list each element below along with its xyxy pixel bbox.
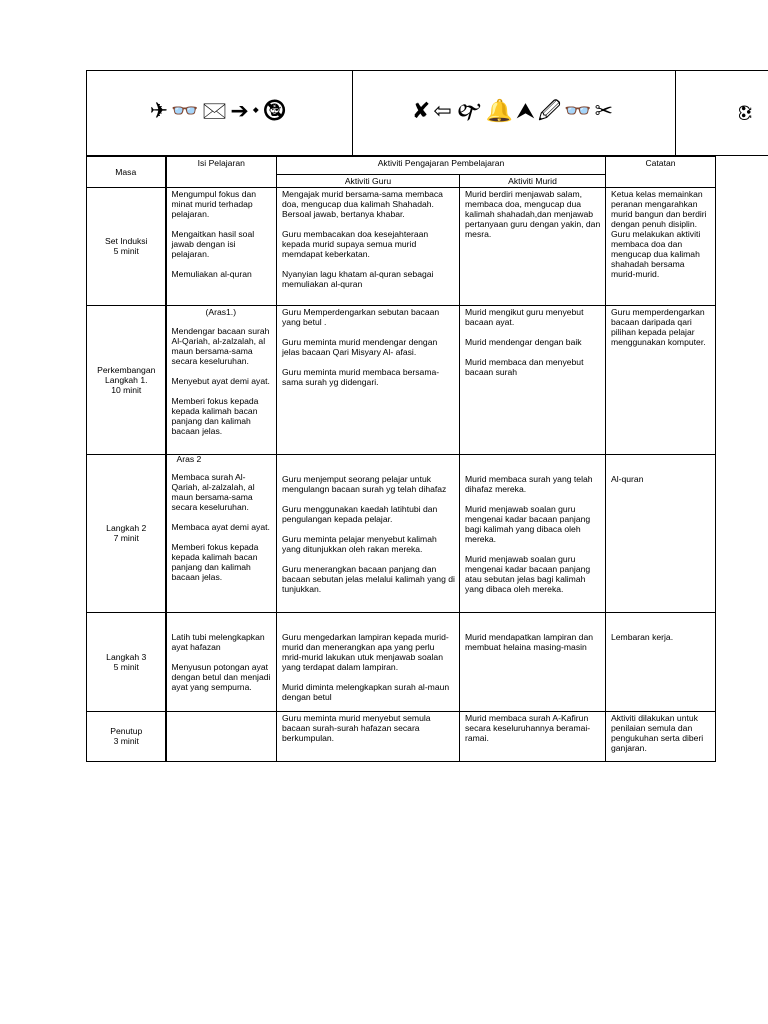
paragraph: Lembaran kerja. <box>611 632 674 642</box>
cell-aktiviti-murid <box>460 712 606 762</box>
cell-aktiviti-guru <box>277 613 460 712</box>
paragraph: Murid membaca surah yang telah dihafaz mereka. <box>465 474 593 494</box>
cell-aktiviti-guru <box>277 712 460 762</box>
table-row <box>87 188 716 306</box>
paragraph: Ketua kelas memainkan peranan mengarahkan murid bangun dan berdiri dengan penuh disiplin. Guru melakukan aktiviti membaca doa dan mengucap dua kalimah shahadah bersama murid-murid. <box>611 189 707 279</box>
masa-line: Langkah 1. <box>104 374 148 385</box>
paragraph: Murid mengikut guru menyebut bacaan ayat. <box>465 307 584 327</box>
paragraph: Memberi fokus kepada kepada kalimah bacan panjang dan kalimah bacaan jelas. <box>171 396 259 436</box>
masa-line: Langkah 2 <box>106 523 147 533</box>
masa-line: Perkembangan <box>97 364 156 375</box>
cell-aktiviti-murid <box>460 613 606 712</box>
cell-catatan <box>606 613 716 712</box>
table-row <box>87 613 716 712</box>
title-banner <box>86 70 768 156</box>
paragraph: Guru mengedarkan lampiran kepada murid-murid dan menerangkan apa yang perlu mrid-murid lakukan utuk menjawab soalan yang terdapat dalam lampiran. <box>282 632 449 672</box>
aras-label: (Aras1.) <box>205 307 237 317</box>
banner-symbols-right: 🕃 <box>738 100 756 126</box>
paragraph: Murid membaca surah A-Kafirun secara keseluruhannya beramai-ramai. <box>465 713 591 743</box>
cell-masa <box>87 613 166 712</box>
paragraph: Membaca ayat demi ayat. <box>171 522 270 532</box>
cell-aktiviti-guru <box>277 188 460 306</box>
paragraph: Membaca surah Al-Qariah, al-zalzalah, al maun bersama-sama secara keseluruhan. <box>171 472 255 512</box>
cell-catatan <box>606 712 716 762</box>
paragraph: Guru meminta murid menyebut semula bacaan surah-surah hafazan secara berkumpulan. <box>282 713 431 743</box>
header-aktiviti-murid: Aktiviti Murid <box>460 175 606 188</box>
paragraph: Menyusun potongan ayat dengan betul dan menjadi ayat yang sempurna. <box>171 662 271 692</box>
paragraph: Memuliakan al-quran <box>171 269 252 279</box>
header-isi-pelajaran: Isi Pelajaran <box>166 157 277 188</box>
paragraph: Mendengar bacaan surah Al-Qariah, al-zalzalah, al maun bersama-sama secara keseluruhan. <box>171 326 270 366</box>
paragraph: Guru menjemput seorang pelajar untuk mengulangn bacaan surah yg telah dihafaz <box>282 474 447 494</box>
paragraph: Murid menjawab soalan guru mengenai kadar bacaan panjang atau sebutan jelas bagi kalimah yang dibaca oleh mereka. <box>465 554 591 594</box>
paragraph: Murid diminta melengkapkan surah al-maun dengan betul <box>282 682 450 702</box>
cell-catatan <box>606 306 716 455</box>
cell-isi-pelajaran <box>166 613 277 712</box>
aras-label: Aras 2 <box>176 454 202 464</box>
header-masa: Masa <box>87 157 166 188</box>
cell-masa <box>87 712 166 762</box>
banner-symbols-left: ✈👓🖂➔⬩🕲 <box>87 71 353 155</box>
table-row <box>87 306 716 455</box>
paragraph: Murid membaca dan menyebut bacaan surah <box>465 357 584 377</box>
banner-symbols-middle: ✘⇦🙰🔔⮝🖉👓✂ <box>353 71 676 155</box>
paragraph: Memberi fokus kepada kepada kalimah bacan panjang dan kalimah bacaan jelas. <box>171 542 259 582</box>
paragraph: Murid berdiri menjawab salam, membaca doa, mengucap dua kalimah shahadah,dan menjawab pertanyaan guru dengan yakin, dan mesra. <box>465 189 601 239</box>
paragraph: Guru meminta murid mendengar dengan jelas bacaan Qari Misyary Al- afasi. <box>282 337 438 357</box>
cell-aktiviti-guru <box>277 455 460 613</box>
masa-line: 5 minit <box>113 661 139 672</box>
paragraph: Nyanyian lagu khatam al-quran sebagai memuliakan al-quran <box>282 269 434 289</box>
paragraph: Murid mendapatkan lampiran dan membuat helaina masing-masin <box>465 632 594 652</box>
paragraph: Guru membacakan doa kesejahteraan kepada murid supaya semua murid memdapat keberkatan. <box>282 229 429 259</box>
cell-aktiviti-murid <box>460 455 606 613</box>
paragraph: Mengumpul fokus dan minat murid terhadap pelajaran. <box>171 189 257 219</box>
cell-isi-pelajaran <box>166 306 277 455</box>
paragraph: Al-quran <box>611 474 644 484</box>
paragraph: Murid menjawab soalan guru mengenai kadar bacaan panjang bagi kalimah yang dibaca oleh mereka. <box>465 504 591 544</box>
paragraph: Guru menggunakan kaedah latihtubi dan pengulangan kepada pelajar. <box>282 504 438 524</box>
header-catatan: Catatan <box>606 157 716 188</box>
paragraph: Mengaitkan hasil soal jawab dengan isi pelajaran. <box>171 229 255 259</box>
cell-catatan <box>606 455 716 613</box>
masa-line: 7 minit <box>113 533 139 543</box>
paragraph: Latih tubi melengkapkan ayat hafazan <box>171 632 265 652</box>
cell-aktiviti-guru <box>277 306 460 455</box>
paragraph: Guru meminta murid membaca bersama-sama surah yg didengari. <box>282 367 440 387</box>
masa-line: 5 minit <box>113 246 139 256</box>
header-aktiviti-guru: Aktiviti Guru <box>277 175 460 188</box>
table-row <box>87 712 716 762</box>
cell-aktiviti-murid <box>460 188 606 306</box>
masa-line: Penutup <box>110 726 143 736</box>
masa-line: Langkah 3 <box>106 651 147 662</box>
cell-catatan <box>606 188 716 306</box>
masa-line: Set Induksi <box>104 236 148 246</box>
header-aktiviti: Aktiviti Pengajaran Pembelajaran <box>277 157 606 175</box>
cell-masa <box>87 188 166 306</box>
paragraph: Guru meminta pelajar menyebut kalimah yang ditunjukkan oleh rakan mereka. <box>282 534 437 554</box>
paragraph: Guru Memperdengarkan sebutan bacaan yang betul . <box>282 307 440 327</box>
cell-aktiviti-murid <box>460 306 606 455</box>
cell-isi-pelajaran <box>166 188 277 306</box>
paragraph: Guru menerangkan bacaan panjang dan bacaan sebutan jelas melalui kalimah yang di tunjukkan. <box>282 564 455 594</box>
cell-isi-pelajaran <box>166 455 277 613</box>
table-row <box>87 455 716 613</box>
paragraph: Murid mendengar dengan baik <box>465 337 582 347</box>
cell-masa <box>87 306 166 455</box>
paragraph: Aktiviti dilakukan untuk penilaian semula dan pengukuhan serta diberi ganjaran. <box>611 713 704 753</box>
cell-masa <box>87 455 166 613</box>
masa-line: 3 minit <box>113 736 139 746</box>
paragraph: Mengajak murid bersama-sama membaca doa, mengucap dua kalimah Shahadah. Bersoal jawab, bertanya khabar. <box>282 189 443 219</box>
paragraph: Guru memperdengarkan bacaan daripada qari pilihan kepada pelajar menggunakan komputer. <box>611 307 706 347</box>
paragraph: Menyebut ayat demi ayat. <box>171 376 270 386</box>
cell-isi-pelajaran <box>166 712 277 762</box>
lesson-plan-table <box>86 156 716 762</box>
masa-line: 10 minit <box>111 384 142 395</box>
